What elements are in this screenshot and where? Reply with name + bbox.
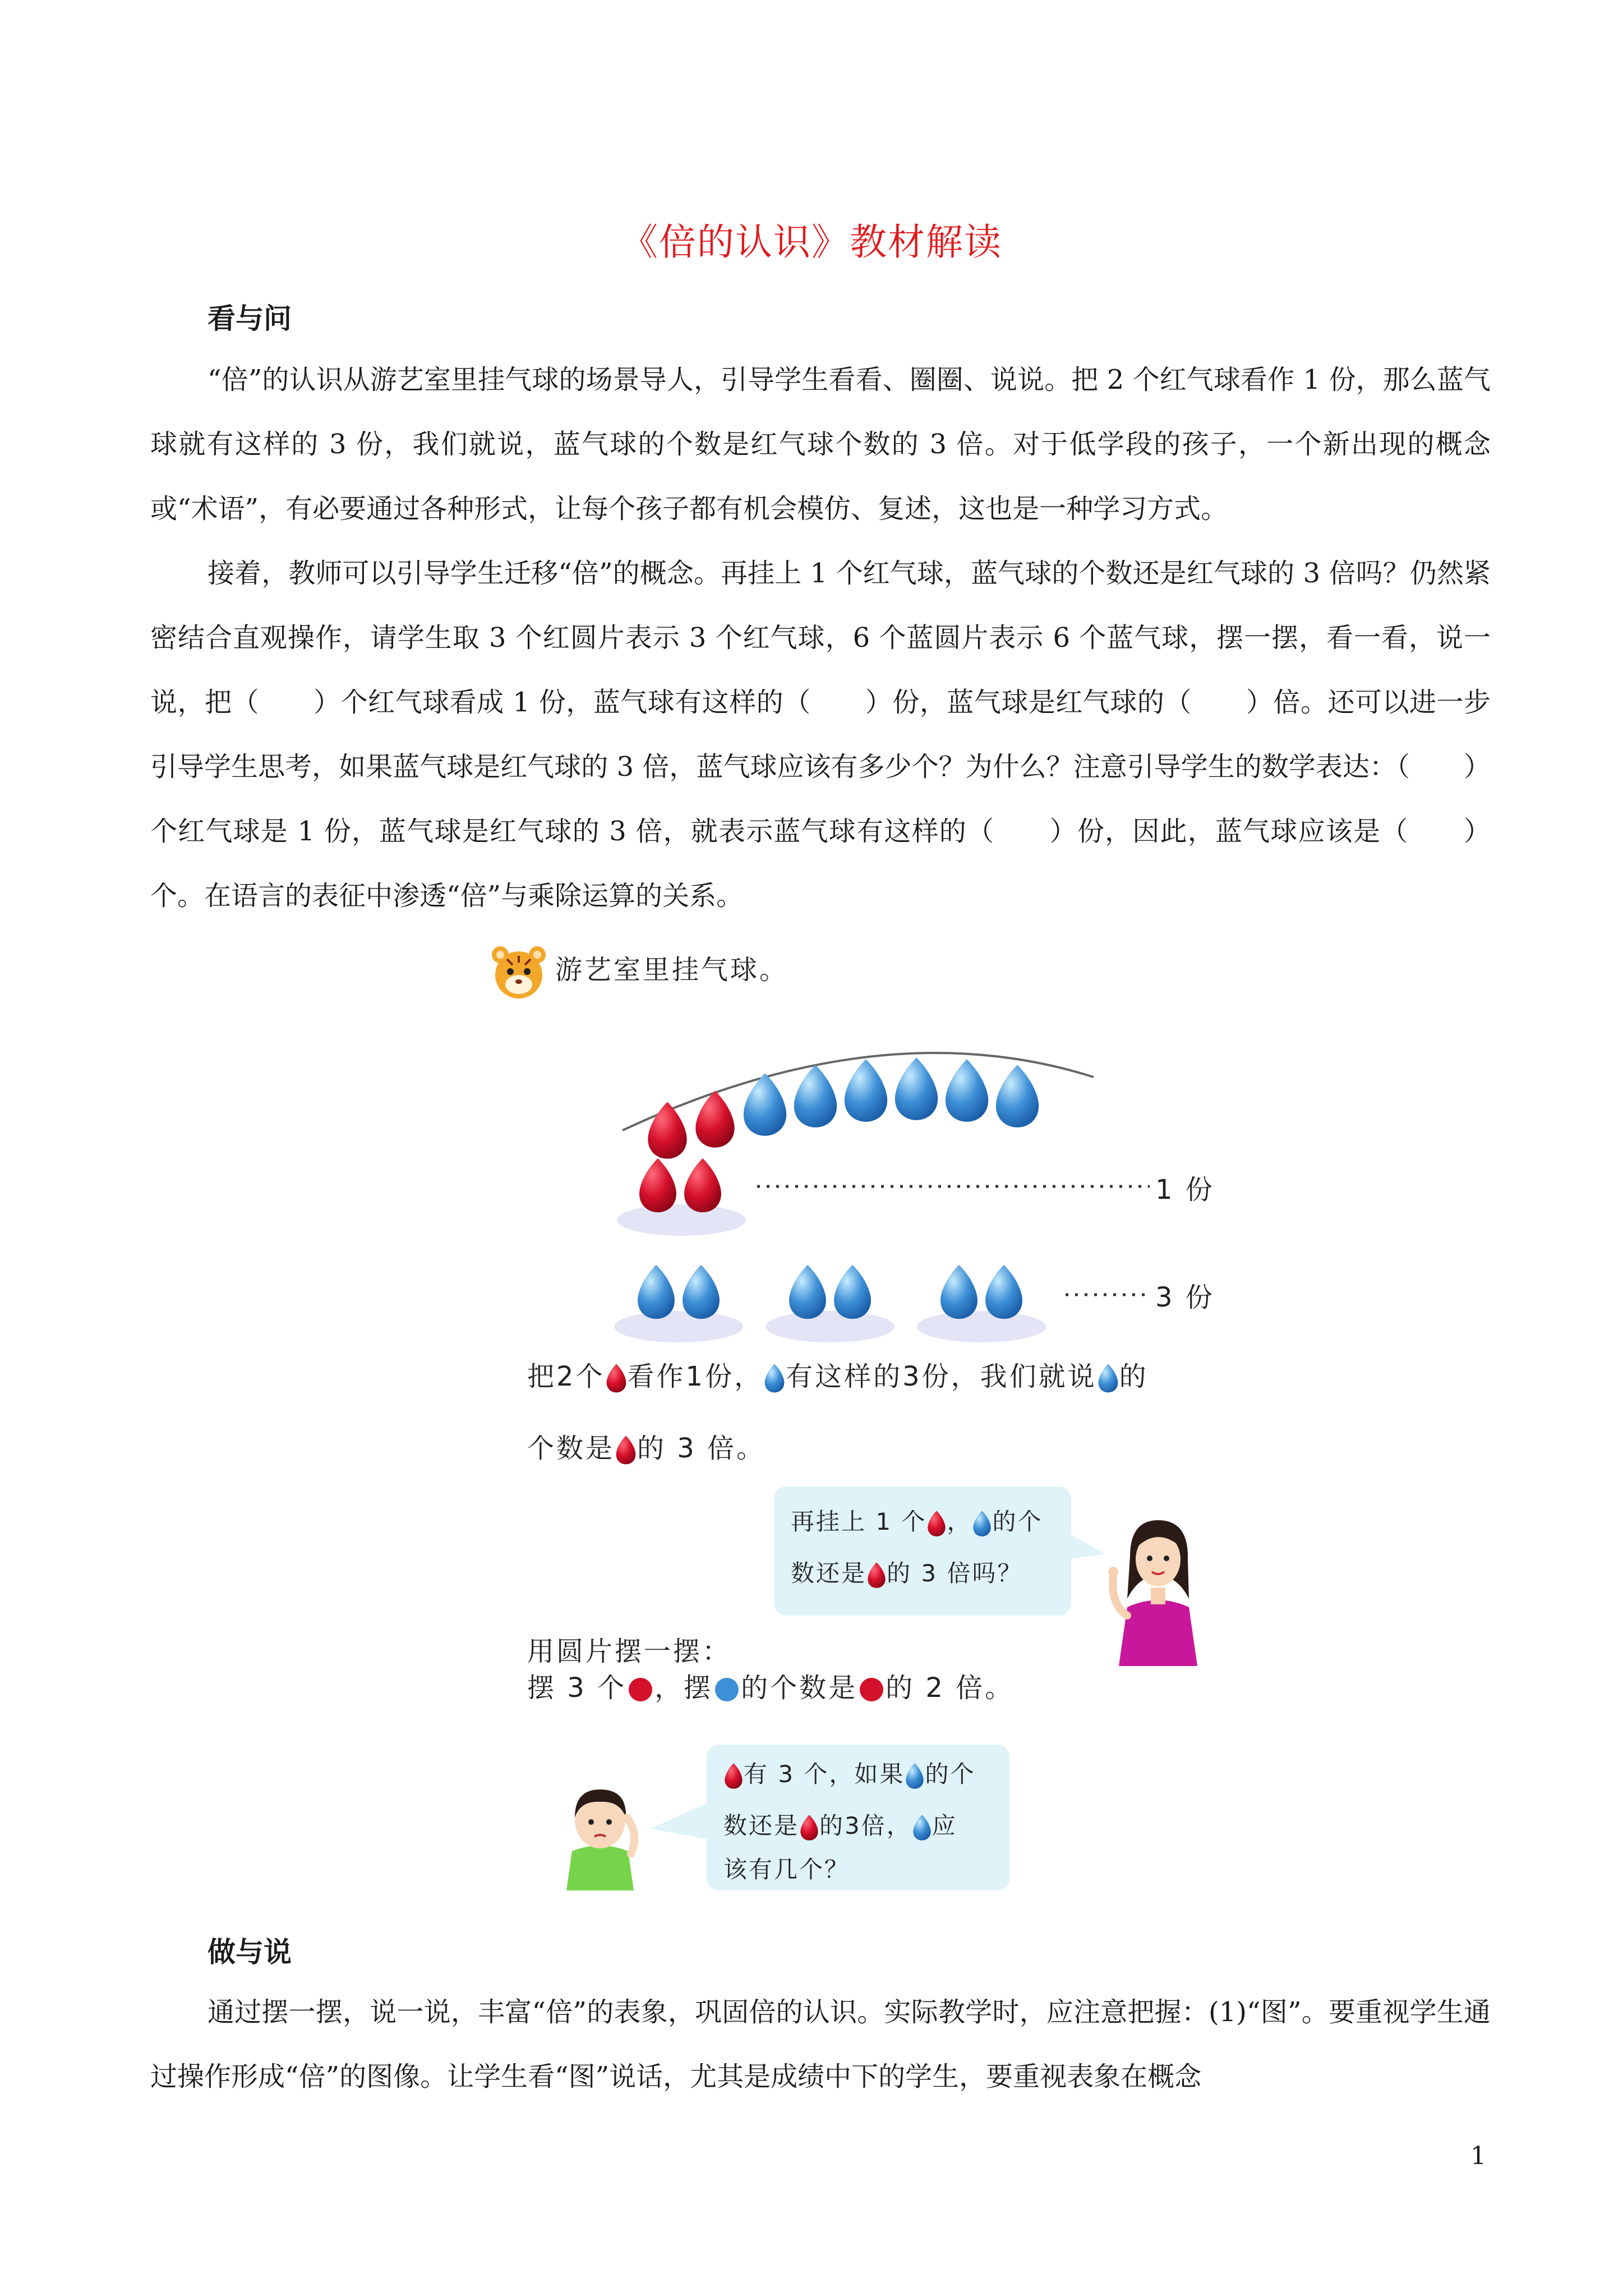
hanging-balloons	[488, 987, 1223, 1212]
teacher-question-line-2: 数还是 的 3 倍吗？	[791, 1555, 1022, 1590]
boy-question-line-1: 有 3 个，如果 的个	[723, 1756, 975, 1791]
dotted-leader	[757, 1181, 1150, 1192]
page-number: 1	[1470, 2142, 1486, 2170]
section-heading-do-say: 做与说	[208, 1935, 292, 1968]
teacher-question-line-1: 再挂上 1 个 ， 的个	[791, 1503, 1043, 1539]
bubble-tail	[651, 1801, 712, 1846]
balloon-blue-icon	[905, 1761, 925, 1791]
balloon-blue-icon	[972, 1508, 992, 1539]
textbook-illustration	[488, 926, 1223, 1890]
balloon-red-icon	[799, 1812, 819, 1843]
statement-line-1: 把2个 看作1份， 有这样的3份，我们就说 的	[527, 1355, 1149, 1395]
section-heading-look-ask: 看与问	[208, 302, 292, 335]
dotted-leader	[1066, 1289, 1150, 1300]
balloon-red-icon	[615, 1433, 637, 1467]
balloon-blue-icon	[1097, 1361, 1119, 1395]
task-title: 用圆片摆一摆：	[527, 1636, 732, 1667]
blue-groups-three-parts	[611, 1245, 1060, 1346]
task-instruction: 摆 3 个 ，摆 的个数是 的 2 倍。	[527, 1672, 1015, 1704]
balloon-blue-icon	[763, 1361, 786, 1395]
figure-caption: 游艺室里挂气球。	[555, 954, 789, 986]
document-title: 《倍的认识》教材解读	[621, 220, 1002, 264]
boy-question-line-3: 该有几个？	[723, 1856, 850, 1883]
teacher-figure-icon	[1105, 1509, 1211, 1666]
balloon-red-icon	[605, 1361, 628, 1395]
section1-body	[150, 348, 1491, 928]
label-one-part: 1 份	[1155, 1174, 1215, 1205]
red-disc-icon	[860, 1678, 883, 1701]
balloon-red-icon	[866, 1560, 887, 1590]
blue-disc-icon	[715, 1678, 739, 1701]
label-three-parts: 3 份	[1155, 1282, 1215, 1313]
red-group-one-part	[611, 1139, 751, 1240]
boy-figure-icon	[555, 1778, 645, 1890]
balloon-blue	[744, 1073, 786, 1135]
balloon-red-icon	[723, 1761, 744, 1791]
balloon-blue	[946, 1059, 988, 1121]
paragraph: “倍”的认识从游艺室里挂气球的场景导人，引导学生看看、圈圈、说说。把 2 个红气球看作 1 份，那么蓝气球就有这样的 3 份，我们就说，蓝气球的个数是红气球个数的 3 倍。对于低学段的孩子，一个新出现的概念或“术语”，有必要通过各种形式，让每个孩子都有机会模仿、复述，这也是一种学习方式。	[150, 364, 1491, 524]
balloon-blue	[895, 1057, 938, 1120]
red-disc-icon	[629, 1678, 652, 1701]
section2-body	[150, 1980, 1491, 2109]
balloon-red-icon	[926, 1508, 947, 1539]
balloon-blue	[996, 1065, 1039, 1127]
boy-question-line-2: 数还是 的3倍， 应	[723, 1807, 957, 1843]
balloon-blue	[794, 1065, 837, 1127]
bubble-tail	[1066, 1531, 1105, 1565]
statement-line-2: 个数是 的 3 倍。	[527, 1427, 766, 1467]
paragraph: 通过摆一摆，说一说，丰富“倍”的表象，巩固倍的认识。实际教学时，应注意把握：(1)“图”。要重视学生通过操作形成“倍”的图像。让学生看“图”说话，尤其是成绩中下的学生，要重视表象在概念	[150, 1996, 1491, 2092]
balloon-blue-icon	[912, 1812, 932, 1843]
balloon-blue	[845, 1059, 887, 1121]
paragraph: 接着，教师可以引导学生迁移“倍”的概念。再挂上 1 个红气球，蓝气球的个数还是红气球的 3 倍吗？仍然紧密结合直观操作，请学生取 3 个红圆片表示 3 个红气球，6 个蓝圆片表示 6 个蓝气球，摆一摆，看一看，说一说，把（ ）个红气球看成 1 份，蓝气球有这样的（ ）份，蓝气球是红气球的（ ）倍。还可以进一步引导学生思考，如果蓝气球是红气球的 3 倍，蓝气球应该有多少个？为什么？注意引导学生的数学表达：（ ）个红气球是 1 份，蓝气球是红气球的 3 倍，就表示蓝气球有这样的（ ）份，因此，蓝气球应该是（ ）个。在语言的表征中渗透“倍”与乘除运算的关系。	[150, 558, 1491, 912]
